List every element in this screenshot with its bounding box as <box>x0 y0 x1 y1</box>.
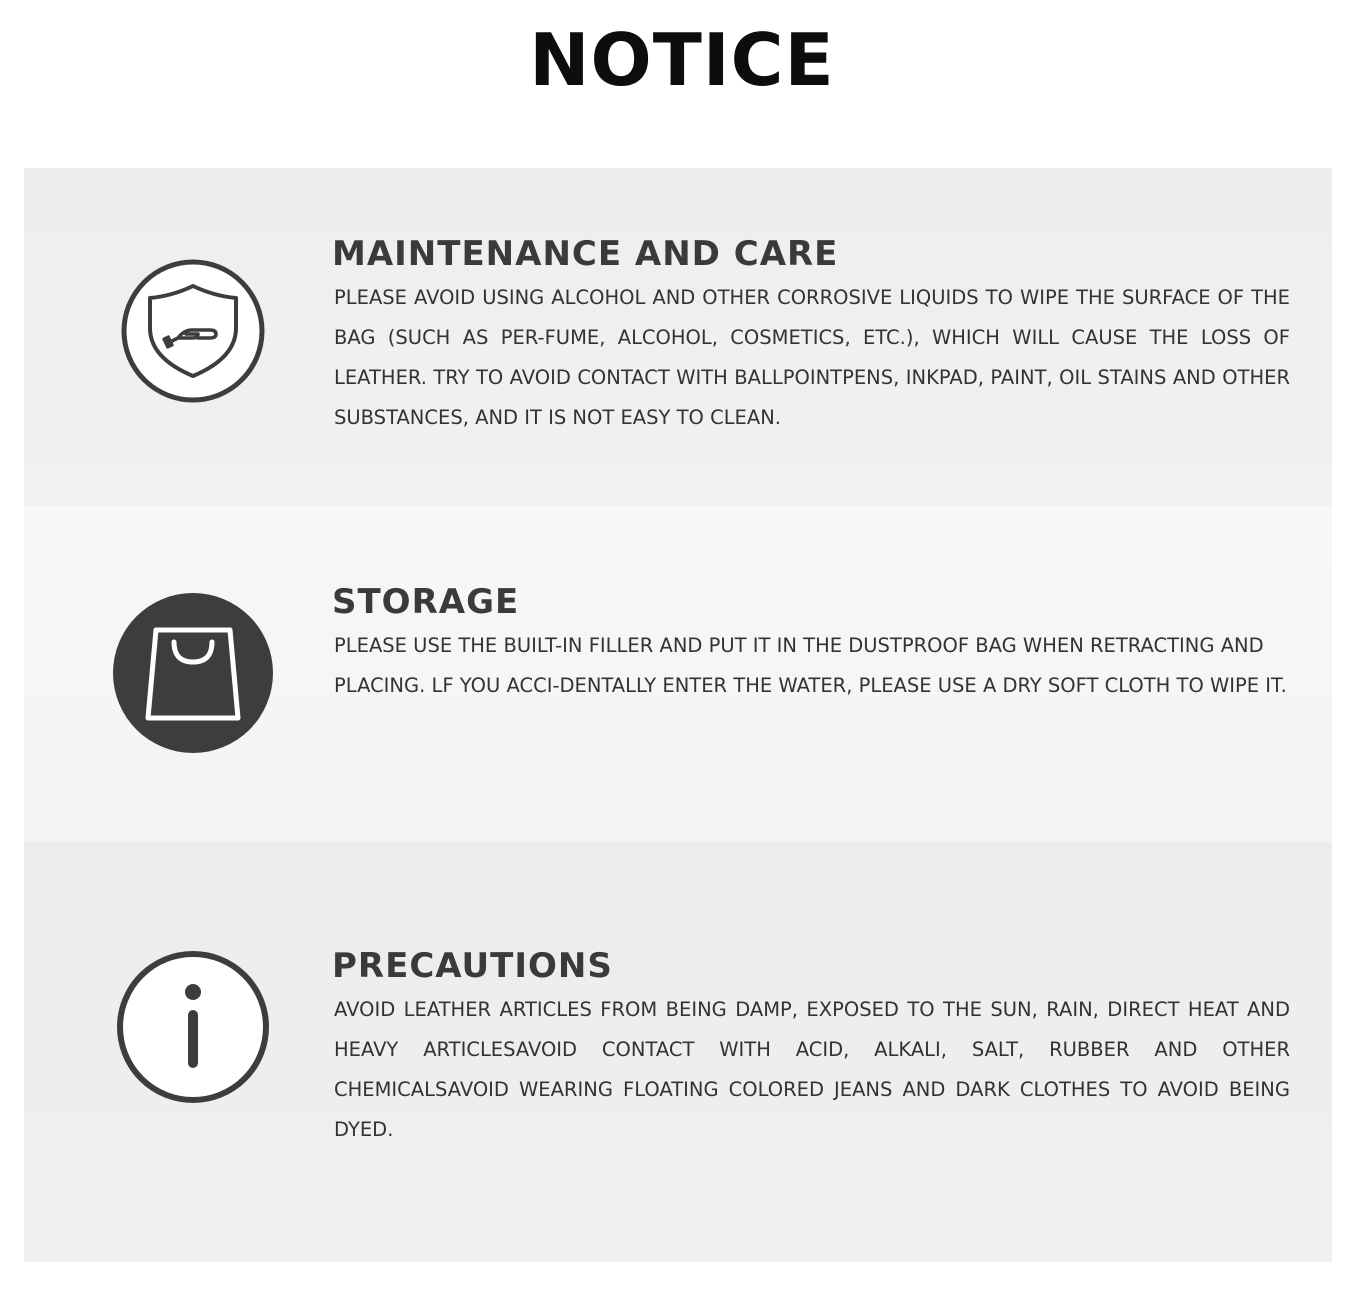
section-title: PRECAUTIONS <box>332 946 613 986</box>
section-title: MAINTENANCE AND CARE <box>332 234 839 274</box>
section-body: AVOID LEATHER ARTICLES FROM BEING DAMP, EXPOSED TO THE SUN, RAIN, DIRECT HEAT AND HEAVY ARTICLESAVOID CONTACT WITH ACID, ALKALI, SALT, RUBBER AND OTHER CHEMICALSAVOID WEARING FLOATING COLORED JEANS AND DARK CLOTHES TO AVOID BEING DYED. <box>334 998 1290 1141</box>
section-body: PLEASE USE THE BUILT-IN FILLER AND PUT IT IN THE DUSTPROOF BAG WHEN RETRACTING AND PLACING. LF YOU ACCI-DENTALLY ENTER THE WATER, PLEASE USE A DRY SOFT CLOTH TO WIPE IT. <box>334 634 1287 697</box>
page-title: NOTICE <box>529 18 835 102</box>
section-title: STORAGE <box>332 582 520 622</box>
info-icon <box>112 946 274 1108</box>
shield-hand-icon <box>112 250 274 412</box>
maintenance-section <box>24 168 1332 506</box>
shopping-bag-icon <box>112 592 274 754</box>
section-body: PLEASE AVOID USING ALCOHOL AND OTHER CORROSIVE LIQUIDS TO WIPE THE SURFACE OF THE BAG (SUCH AS PER-FUME, ALCOHOL, COSMETICS, ETC.), WHICH WILL CAUSE THE LOSS OF LEATHER. TRY TO AVOID CONTACT WITH BALLPOINTPENS, INKPAD, PAINT, OIL STAINS AND OTHER SUBSTANCES, AND IT IS NOT EASY TO CLEAN. <box>334 286 1290 429</box>
storage-section <box>24 506 1332 842</box>
precautions-section <box>24 842 1332 1262</box>
